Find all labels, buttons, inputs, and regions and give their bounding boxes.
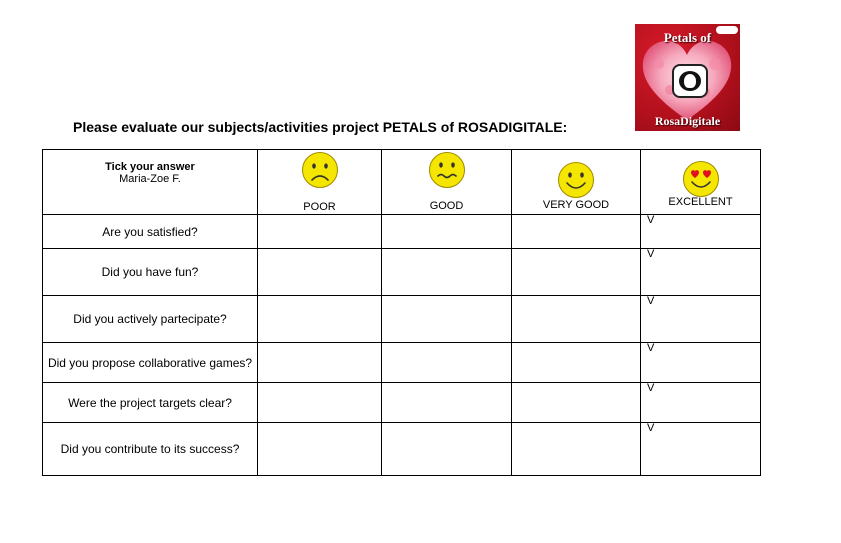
answer-cell-very-good[interactable] <box>512 383 641 423</box>
rating-header-poor <box>258 150 382 215</box>
answer-cell-very-good[interactable] <box>512 296 641 343</box>
answer-cell-good[interactable] <box>382 296 512 343</box>
answer-cell-poor[interactable] <box>258 215 382 249</box>
evaluation-table <box>42 149 761 476</box>
answer-cell-poor[interactable] <box>258 423 382 476</box>
table-row <box>43 249 761 296</box>
theatre-mask-icon <box>672 64 708 98</box>
logo-top-text: Petals of <box>663 30 712 45</box>
question-cell: Did you have fun? <box>43 249 258 296</box>
rating-label-poor: POOR <box>303 201 336 213</box>
tick-mark: V <box>647 248 655 260</box>
question-cell: Did you propose collaborative games? <box>43 343 258 383</box>
answer-cell-excellent[interactable] <box>641 343 761 383</box>
answer-cell-good[interactable] <box>382 423 512 476</box>
table-row <box>43 343 761 383</box>
tick-answer-label: Tick your answer <box>105 161 195 173</box>
answer-cell-excellent[interactable] <box>641 249 761 296</box>
table-row <box>43 383 761 423</box>
rating-label-good: GOOD <box>429 200 464 212</box>
table-row <box>43 215 761 249</box>
tick-mark: V <box>647 214 655 226</box>
heart-eyes-face-icon <box>682 160 720 198</box>
petals-logo <box>635 24 740 131</box>
answer-cell-good[interactable] <box>382 383 512 423</box>
rating-label-excellent: EXCELLENT <box>668 196 733 208</box>
header-row <box>43 150 761 215</box>
table-row <box>43 423 761 476</box>
answer-cell-excellent[interactable] <box>641 423 761 476</box>
rating-header-good <box>382 150 512 215</box>
tick-mark: V <box>647 422 655 434</box>
rating-header-very-good <box>512 150 641 215</box>
rating-label-very-good: VERY GOOD <box>542 199 610 211</box>
question-cell: Are you satisfied? <box>43 215 258 249</box>
sad-face-icon <box>301 151 339 189</box>
answer-cell-very-good[interactable] <box>512 343 641 383</box>
tick-header-cell <box>43 150 258 215</box>
question-cell: Did you contribute to its success? <box>43 423 258 476</box>
answer-cell-very-good[interactable] <box>512 249 641 296</box>
answer-cell-poor[interactable] <box>258 296 382 343</box>
wavy-face-icon <box>428 151 466 189</box>
smiley-face-icon <box>557 161 595 199</box>
tick-mark: V <box>647 382 655 394</box>
answer-cell-poor[interactable] <box>258 249 382 296</box>
tick-mark: V <box>647 295 655 307</box>
rating-header-excellent <box>641 150 761 215</box>
answer-cell-good[interactable] <box>382 343 512 383</box>
answer-cell-excellent[interactable] <box>641 296 761 343</box>
answer-cell-excellent[interactable] <box>641 215 761 249</box>
answer-cell-good[interactable] <box>382 215 512 249</box>
answer-cell-excellent[interactable] <box>641 383 761 423</box>
answer-cell-good[interactable] <box>382 249 512 296</box>
table-row <box>43 296 761 343</box>
logo-bottom-text: RosaDigitale <box>654 114 721 128</box>
question-cell: Were the project targets clear? <box>43 383 258 423</box>
answer-cell-poor[interactable] <box>258 383 382 423</box>
answer-cell-very-good[interactable] <box>512 423 641 476</box>
answer-cell-very-good[interactable] <box>512 215 641 249</box>
page-title: Please evaluate our subjects/activities project PETALS of ROSADIGITALE: <box>73 119 568 135</box>
question-cell: Did you actively partecipate? <box>43 296 258 343</box>
answer-cell-poor[interactable] <box>258 343 382 383</box>
respondent-name: Maria-Zoe F. <box>119 173 181 185</box>
tick-mark: V <box>647 342 655 354</box>
